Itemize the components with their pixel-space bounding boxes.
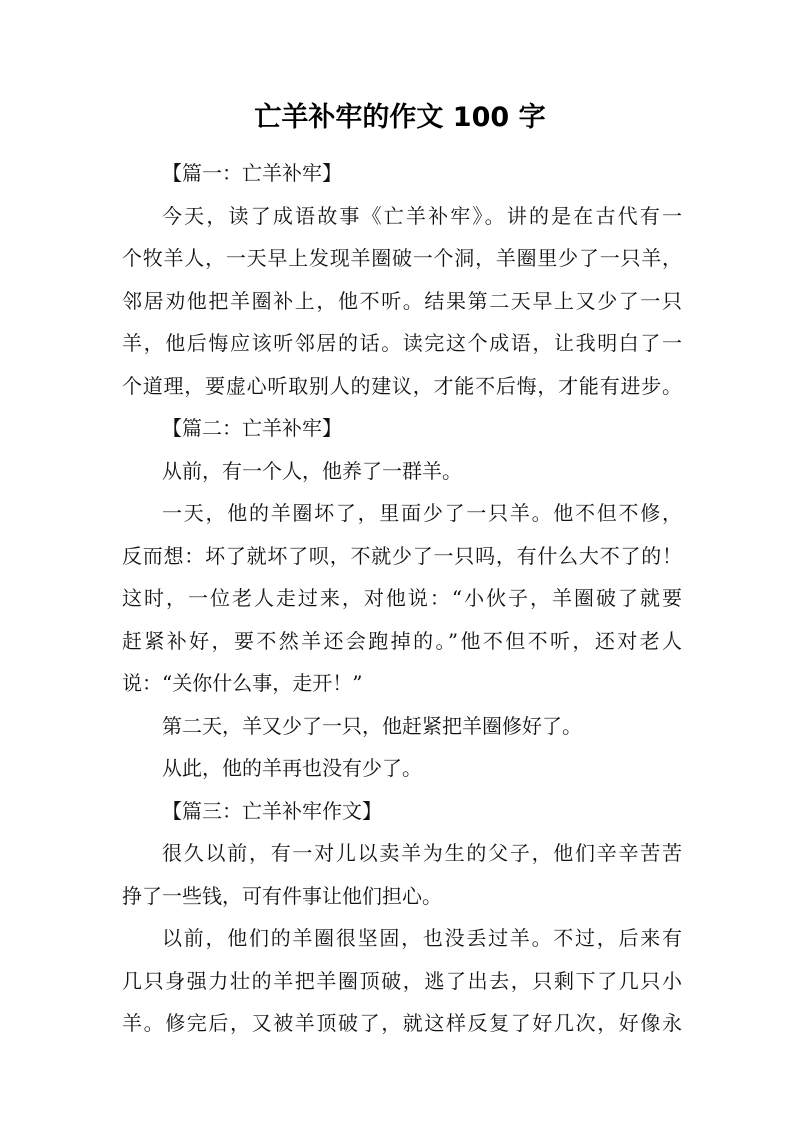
paragraph-line: 从此，他的羊再也没有少了。 — [162, 756, 422, 780]
paragraph-line: 以前，他们的羊圈很坚固，也没丢过羊。不过，后来有 — [162, 926, 682, 950]
section-heading-1: 【篇一：亡羊补牢】 — [162, 161, 342, 185]
paragraph-line: 羊。修完后，又被羊顶破了，就这样反复了好几次，好像永 — [122, 1011, 682, 1035]
paragraph-line: 今天，读了成语故事《亡羊补牢》。讲的是在古代有一 — [162, 203, 682, 228]
paragraph-line: 邻居劝他把羊圈补上，他不听。结果第二天早上又少了一只 — [122, 288, 682, 313]
paragraph-line: 羊，他后悔应该听邻居的话。读完这个成语，让我明白了一 — [122, 331, 682, 355]
paragraph-line: 很久以前，有一对儿以卖羊为生的父子，他们辛辛苦苦 — [162, 841, 682, 865]
paragraph-line: 个道理，要虚心听取别人的建议，才能不后悔，才能有进步。 — [122, 373, 682, 398]
paragraph-line: 反而想：坏了就坏了呗，不就少了一只吗，有什么大不了的！ — [122, 543, 682, 568]
paragraph-line: 从前，有一个人，他养了一群羊。 — [162, 458, 462, 483]
document-title: 亡羊补牢的作文 100 字 — [254, 102, 546, 133]
paragraph-line: 一天，他的羊圈坏了，里面少了一只羊。他不但不修， — [162, 501, 682, 525]
document-body — [122, 152, 682, 1045]
paragraph-line: 挣了一些钱，可有件事让他们担心。 — [122, 883, 442, 908]
paragraph-line: 这时，一位老人走过来，对他说：“小伙子，羊圈破了就要 — [122, 586, 682, 610]
paragraph-line: 第二天，羊又少了一只，他赶紧把羊圈修好了。 — [162, 713, 582, 738]
paragraph-line: 几只身强力壮的羊把羊圈顶破，逃了出去，只剩下了几只小 — [122, 968, 682, 993]
section-heading-2: 【篇二：亡羊补牢】 — [162, 416, 342, 440]
section-heading-3: 【篇三：亡羊补牢作文】 — [162, 798, 382, 823]
paragraph-line: 赶紧补好，要不然羊还会跑掉的。”他不但不听，还对老人 — [122, 628, 682, 653]
paragraph-line: 说：“关你什么事，走开！” — [122, 671, 363, 695]
paragraph-line: 个牧羊人，一天早上发现羊圈破一个洞，羊圈里少了一只羊， — [122, 246, 682, 270]
